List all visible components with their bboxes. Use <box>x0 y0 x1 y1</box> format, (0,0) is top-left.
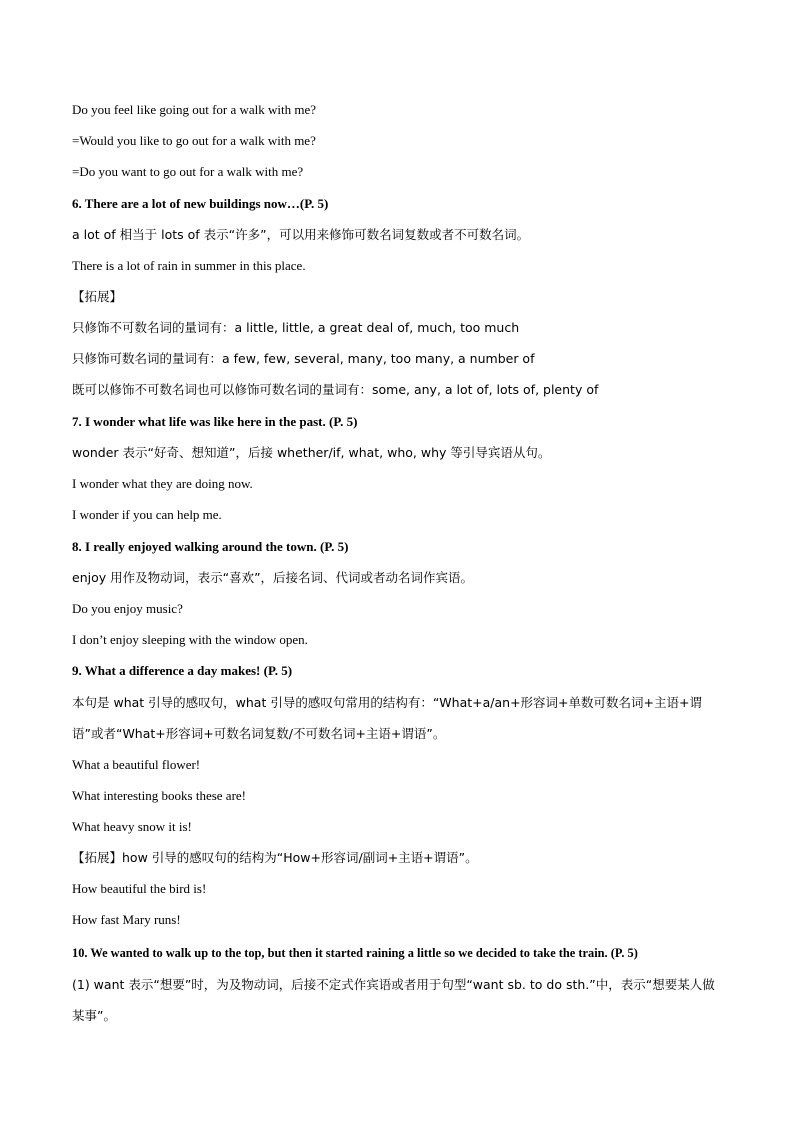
section-heading-6: 6. There are a lot of new buildings now…(P. 5) <box>72 196 329 211</box>
section-heading-8: 8. I really enjoyed walking around the town. (P. 5) <box>72 539 349 554</box>
example-sentence: What a beautiful flower! <box>72 757 201 772</box>
example-sentence: I wonder if you can help me. <box>72 507 222 522</box>
example-sentence: Do you enjoy music? <box>72 601 183 616</box>
explanation-text: a lot of 相当于 lots of 表示“许多”，可以用来修饰可数名词复数或者不可数名词。 <box>72 227 530 242</box>
explanation-text: 只修饰不可数名词的量词有：a little, little, a great deal of, much, too much <box>72 320 520 335</box>
example-sentence: Do you feel like going out for a walk with me? <box>72 102 317 117</box>
example-sentence: What heavy snow it is! <box>72 819 192 834</box>
explanation-text: 本句是 what 引导的感叹句，what 引导的感叹句常用的结构有：“What+a/an+形容词+单数可数名词+主语+谓语”或者“What+形容词+可数名词复数/不可数名词+主语+谓语”。 <box>72 695 702 741</box>
extension-label: 【拓展】how 引导的感叹句的结构为“How+形容词/副词+主语+谓语”。 <box>72 850 478 865</box>
example-sentence: How fast Mary runs! <box>72 912 181 927</box>
section-heading-10: 10. We wanted to walk up to the top, but then it started raining a little so we decided to take the train. (P. 5) <box>72 946 638 960</box>
explanation-text: (1) want 表示“想要”时，为及物动词，后接不定式作宾语或者用于句型“want sb. to do sth.”中，表示“想要某人做某事”。 <box>72 977 715 1023</box>
example-sentence: What interesting books these are! <box>72 788 246 803</box>
explanation-text: 只修饰可数名词的量词有：a few, few, several, many, too many, a number of <box>72 351 535 366</box>
explanation-text: wonder 表示“好奇、想知道”，后接 whether/if, what, who, why 等引导宾语从句。 <box>72 445 551 460</box>
example-sentence: I don’t enjoy sleeping with the window open. <box>72 632 308 647</box>
explanation-text: 既可以修饰不可数名词也可以修饰可数名词的量词有：some, any, a lot of, lots of, plenty of <box>72 382 599 397</box>
example-sentence: I wonder what they are doing now. <box>72 476 253 491</box>
explanation-text: enjoy 用作及物动词，表示“喜欢”，后接名词、代词或者动名词作宾语。 <box>72 570 474 585</box>
example-sentence: =Do you want to go out for a walk with me? <box>72 164 304 179</box>
section-heading-9: 9. What a difference a day makes! (P. 5) <box>72 663 293 678</box>
example-sentence: =Would you like to go out for a walk with me? <box>72 133 316 148</box>
example-sentence: There is a lot of rain in summer in this place. <box>72 258 306 273</box>
extension-label: 【拓展】 <box>72 289 123 304</box>
section-heading-7: 7. I wonder what life was like here in the past. (P. 5) <box>72 414 358 429</box>
example-sentence: How beautiful the bird is! <box>72 881 207 896</box>
